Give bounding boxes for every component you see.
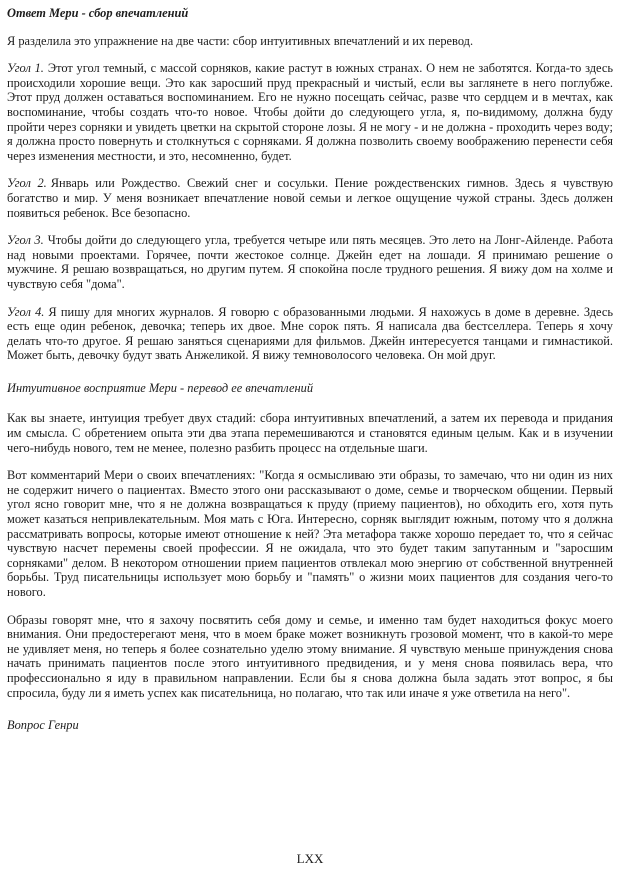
paragraph-corner-2 [7,176,613,220]
page-number: LXX [296,851,324,866]
corner-2-label: Угол 2. [7,176,47,191]
paragraph-corner-3 [7,233,613,291]
paragraph-translation-1: Как вы знаете, интуиция требует двух стадий: сбора интуитивных впечатлений, а затем их перевода и придания им смысла. С обретением опыта эти два этапа перемешиваются и становятся единым целым. Как и в изучении чего-нибудь нового, тем не менее, полезно разбить процесс на отдельные шаги. [7,411,613,455]
corner-3-text: Чтобы дойти до следующего угла, требуется четыре или пять месяцев. Это лето на Лонг-Айленде. Работа над новыми проектами. Горячее, почти жестокое солнце. Джейн едет на лошади. Я принимаю решение о мужчине. Я решаю возвращаться, но другим путем. Я спокойна после трудного решения. Я вижу дом на холме и чувствую себя "дома". [7,233,613,291]
paragraph-corner-1 [7,61,613,163]
corner-2-text: Январь или Рождество. Свежий снег и сосульки. Пение рождественских гимнов. Здесь я чувствую богатство и мир. У меня возникает впечатление новой семьи и легкое ощущение чужой страны. Здесь должен появиться ребенок. Все безопасно. [7,176,613,220]
paragraph-corner-4 [7,305,613,363]
section-heading-henry-question: Вопрос Генри [7,718,79,733]
corner-3-label: Угол 3. [7,233,44,248]
paragraph-intro: Я разделила это упражнение на две части: сбор интуитивных впечатлений и их перевод. [7,33,474,48]
corner-4-text: Я пишу для многих журналов. Я говорю с образованными людьми. Я нахожусь в доме в деревне. Здесь есть еще один ребенок, девочка; теперь их двое. Мне сорок пять. Я написала два бестселлера. Теперь я хочу делать что-то другое. Я решаю заняться сценариями для фильмов. Джейн интересуется танцами и гимнастикой. Может быть, девочку будут звать Анжеликой. Я вижу темноволосого человека. Он мой друг. [7,304,614,363]
corner-1-text: Этот угол темный, с массой сорняков, какие растут в южных странах. О нем не заботятся. Когда-то здесь происходили хорошие вещи. Это как заросший пруд прекрасный и чистый, если вы заглянете в него поглубже. Этот пруд должен оставаться воспоминанием. Его не нужно посещать сейчас, разве что сердцем и в мечтах, как воспоминание, чтобы создать что-то новое. Чтобы дойти до следующего угла, я, по-видимому, должна буду пройти через сорняки и увидеть цветки на скрытой стороне лозы. Я не могу - и не должна - проходить через воду; я должна просто повернуть и столкнуться с сорняками. Я должна позволить своему воображению перенести себя через изменения местности, и это, несомненно, будет. [7,61,614,163]
corner-1-label: Угол 1. [7,61,44,76]
section-heading-perception: Интуитивное восприятие Мери - перевод ее впечатлений [7,380,314,395]
paragraph-translation-2: Вот комментарий Мери о своих впечатлениях: "Когда я осмысливаю эти образы, то замечаю, что ни один из них не содержит ничего о пациентах. Вместо этого они рассказывают о доме, семье и творческом общении. Первый угол ясно говорит мне, что я не должна возвращаться к пруду (приему пациентов), но обходить его, хотя путь может казаться непривлекательным. Моя мать с Юга. Интересно, сорняк выглядит южным, потому что я должна рассматривать вопросы, которые имеют отношение к ней? Эта метафора также хорошо передает то, что я сейчас чувствую насчет перемены своей профессии. Я не ожидала, что это будет таким запутанным и "заросшим сорняками" делом. В некотором отношении прием пациентов отвлекал мою энергию от собственной внутренней борьбы. Труд писательницы использует мою борьбу и "память" о жизни моих пациентов для создания чего-то нового. [7,468,613,599]
paragraph-translation-3: Образы говорят мне, что я захочу посвятить себя дому и семье, и именно там будет находиться фокус моего внимания. Они предостерегают меня, что в моем браке может возникнуть грозовой момент, что в какой-то мере не удивляет меня, но теперь я более сознательно уделю этому внимание. Я чувствую меньше принуждения снова начать принимать пациентов после этого интуитивного предвидения, и у меня снова появилась вера, что профессионально я иду в правильном направлении. Если бы я снова должна была задать этот вопрос, я бы спросила, буду ли я иметь успех как писательница, но полагаю, что так или иначе я уже ответила на него". [7,612,613,700]
section-heading-answer: Ответ Мери - сбор впечатлений [7,6,189,20]
corner-4-label: Угол 4. [7,304,45,319]
